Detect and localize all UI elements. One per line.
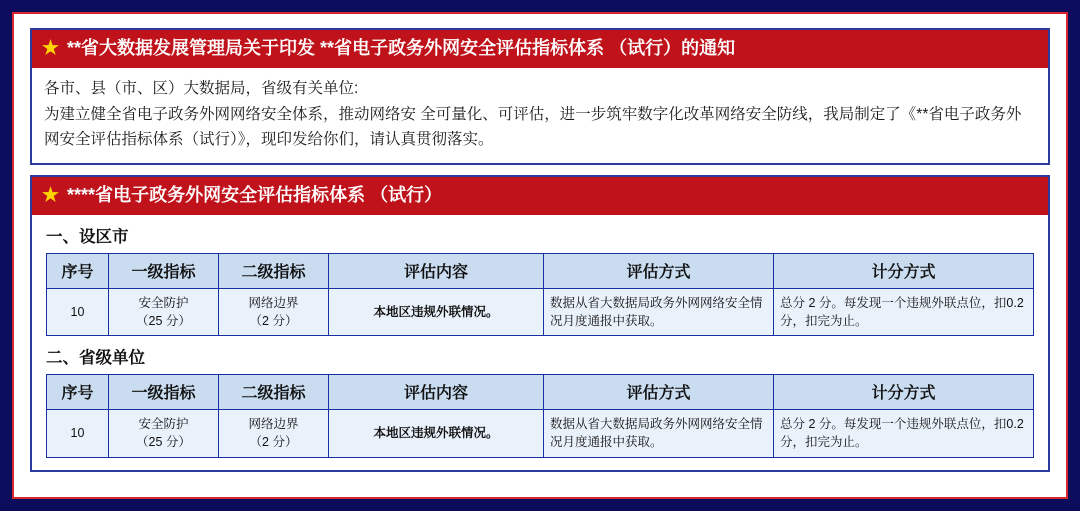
column-header-scoring: 计分方式 <box>774 254 1034 289</box>
section-heading-province: 二、省级单位 <box>46 349 145 368</box>
table-header-row <box>47 254 1034 289</box>
column-header-method: 评估方式 <box>544 375 774 410</box>
cell-method: 数据从省大数据局政务外网网络安全情况月度通报中获取。 <box>544 410 774 457</box>
column-header-content: 评估内容 <box>329 254 544 289</box>
column-header-method: 评估方式 <box>544 254 774 289</box>
column-header-seq: 序号 <box>47 375 109 410</box>
table-header-row <box>47 375 1034 410</box>
cell-level1-line1: 安全防护 <box>138 417 189 432</box>
cell-level2-line2: （2 分） <box>249 314 298 329</box>
cell-seq: 10 <box>47 289 109 336</box>
document-page <box>12 12 1068 499</box>
cell-content: 本地区违规外联情况。 <box>329 410 544 457</box>
index-title-bar <box>32 177 1048 215</box>
cell-level1-line2: （25 分） <box>136 435 191 450</box>
section-heading-city: 一、设区市 <box>46 228 129 247</box>
cell-level1 <box>109 289 219 336</box>
column-header-seq: 序号 <box>47 254 109 289</box>
index-title: ****省电子政务外网安全评估指标体系 （试行） <box>67 184 443 205</box>
column-header-level2: 二级指标 <box>219 254 329 289</box>
cell-level1-line1: 安全防护 <box>138 296 189 311</box>
star-icon: ★ <box>42 184 60 206</box>
notice-title: **省大数据发展管理局关于印发 **省电子政务外网安全评估指标体系 （试行）的通知 <box>67 38 736 58</box>
notice-body-line-2: 为建立健全省电子政务外网网络安全体系，推动网络安 全可量化、可评估，进一步筑牢数字化改革网络安全防线，我局制定了《**省电子政务外网安全评估指标体系（试行）》，现印发给你们，请认真贯彻落实。 <box>44 105 1022 149</box>
notice-title-bar <box>32 30 1048 68</box>
cell-level2-line2: （2 分） <box>249 435 298 450</box>
index-system-block <box>30 175 1050 472</box>
cell-scoring: 总分 2 分。每发现一个违规外联点位，扣0.2 分，扣完为止。 <box>774 410 1034 457</box>
notice-body-line-1: 各市、县（市、区）大数据局，省级有关单位: <box>44 80 359 98</box>
column-header-level2: 二级指标 <box>219 375 329 410</box>
cell-level2-line1: 网络边界 <box>248 296 299 311</box>
cell-level2 <box>219 410 329 457</box>
cell-level2 <box>219 289 329 336</box>
cell-seq: 10 <box>47 410 109 457</box>
table-city <box>46 253 1034 336</box>
column-header-level1: 一级指标 <box>109 254 219 289</box>
cell-level1 <box>109 410 219 457</box>
table-province <box>46 374 1034 457</box>
column-header-content: 评估内容 <box>329 375 544 410</box>
column-header-scoring: 计分方式 <box>774 375 1034 410</box>
table-row <box>47 289 1034 336</box>
cell-level2-line1: 网络边界 <box>248 417 299 432</box>
table-row <box>47 410 1034 457</box>
cell-content: 本地区违规外联情况。 <box>329 289 544 336</box>
cell-method: 数据从省大数据局政务外网网络安全情况月度通报中获取。 <box>544 289 774 336</box>
notice-body <box>32 68 1048 163</box>
cell-scoring: 总分 2 分。每发现一个违规外联点位，扣0.2 分，扣完为止。 <box>774 289 1034 336</box>
notice-block <box>30 28 1050 165</box>
column-header-level1: 一级指标 <box>109 375 219 410</box>
cell-level1-line2: （25 分） <box>136 314 191 329</box>
star-icon: ★ <box>42 38 60 60</box>
